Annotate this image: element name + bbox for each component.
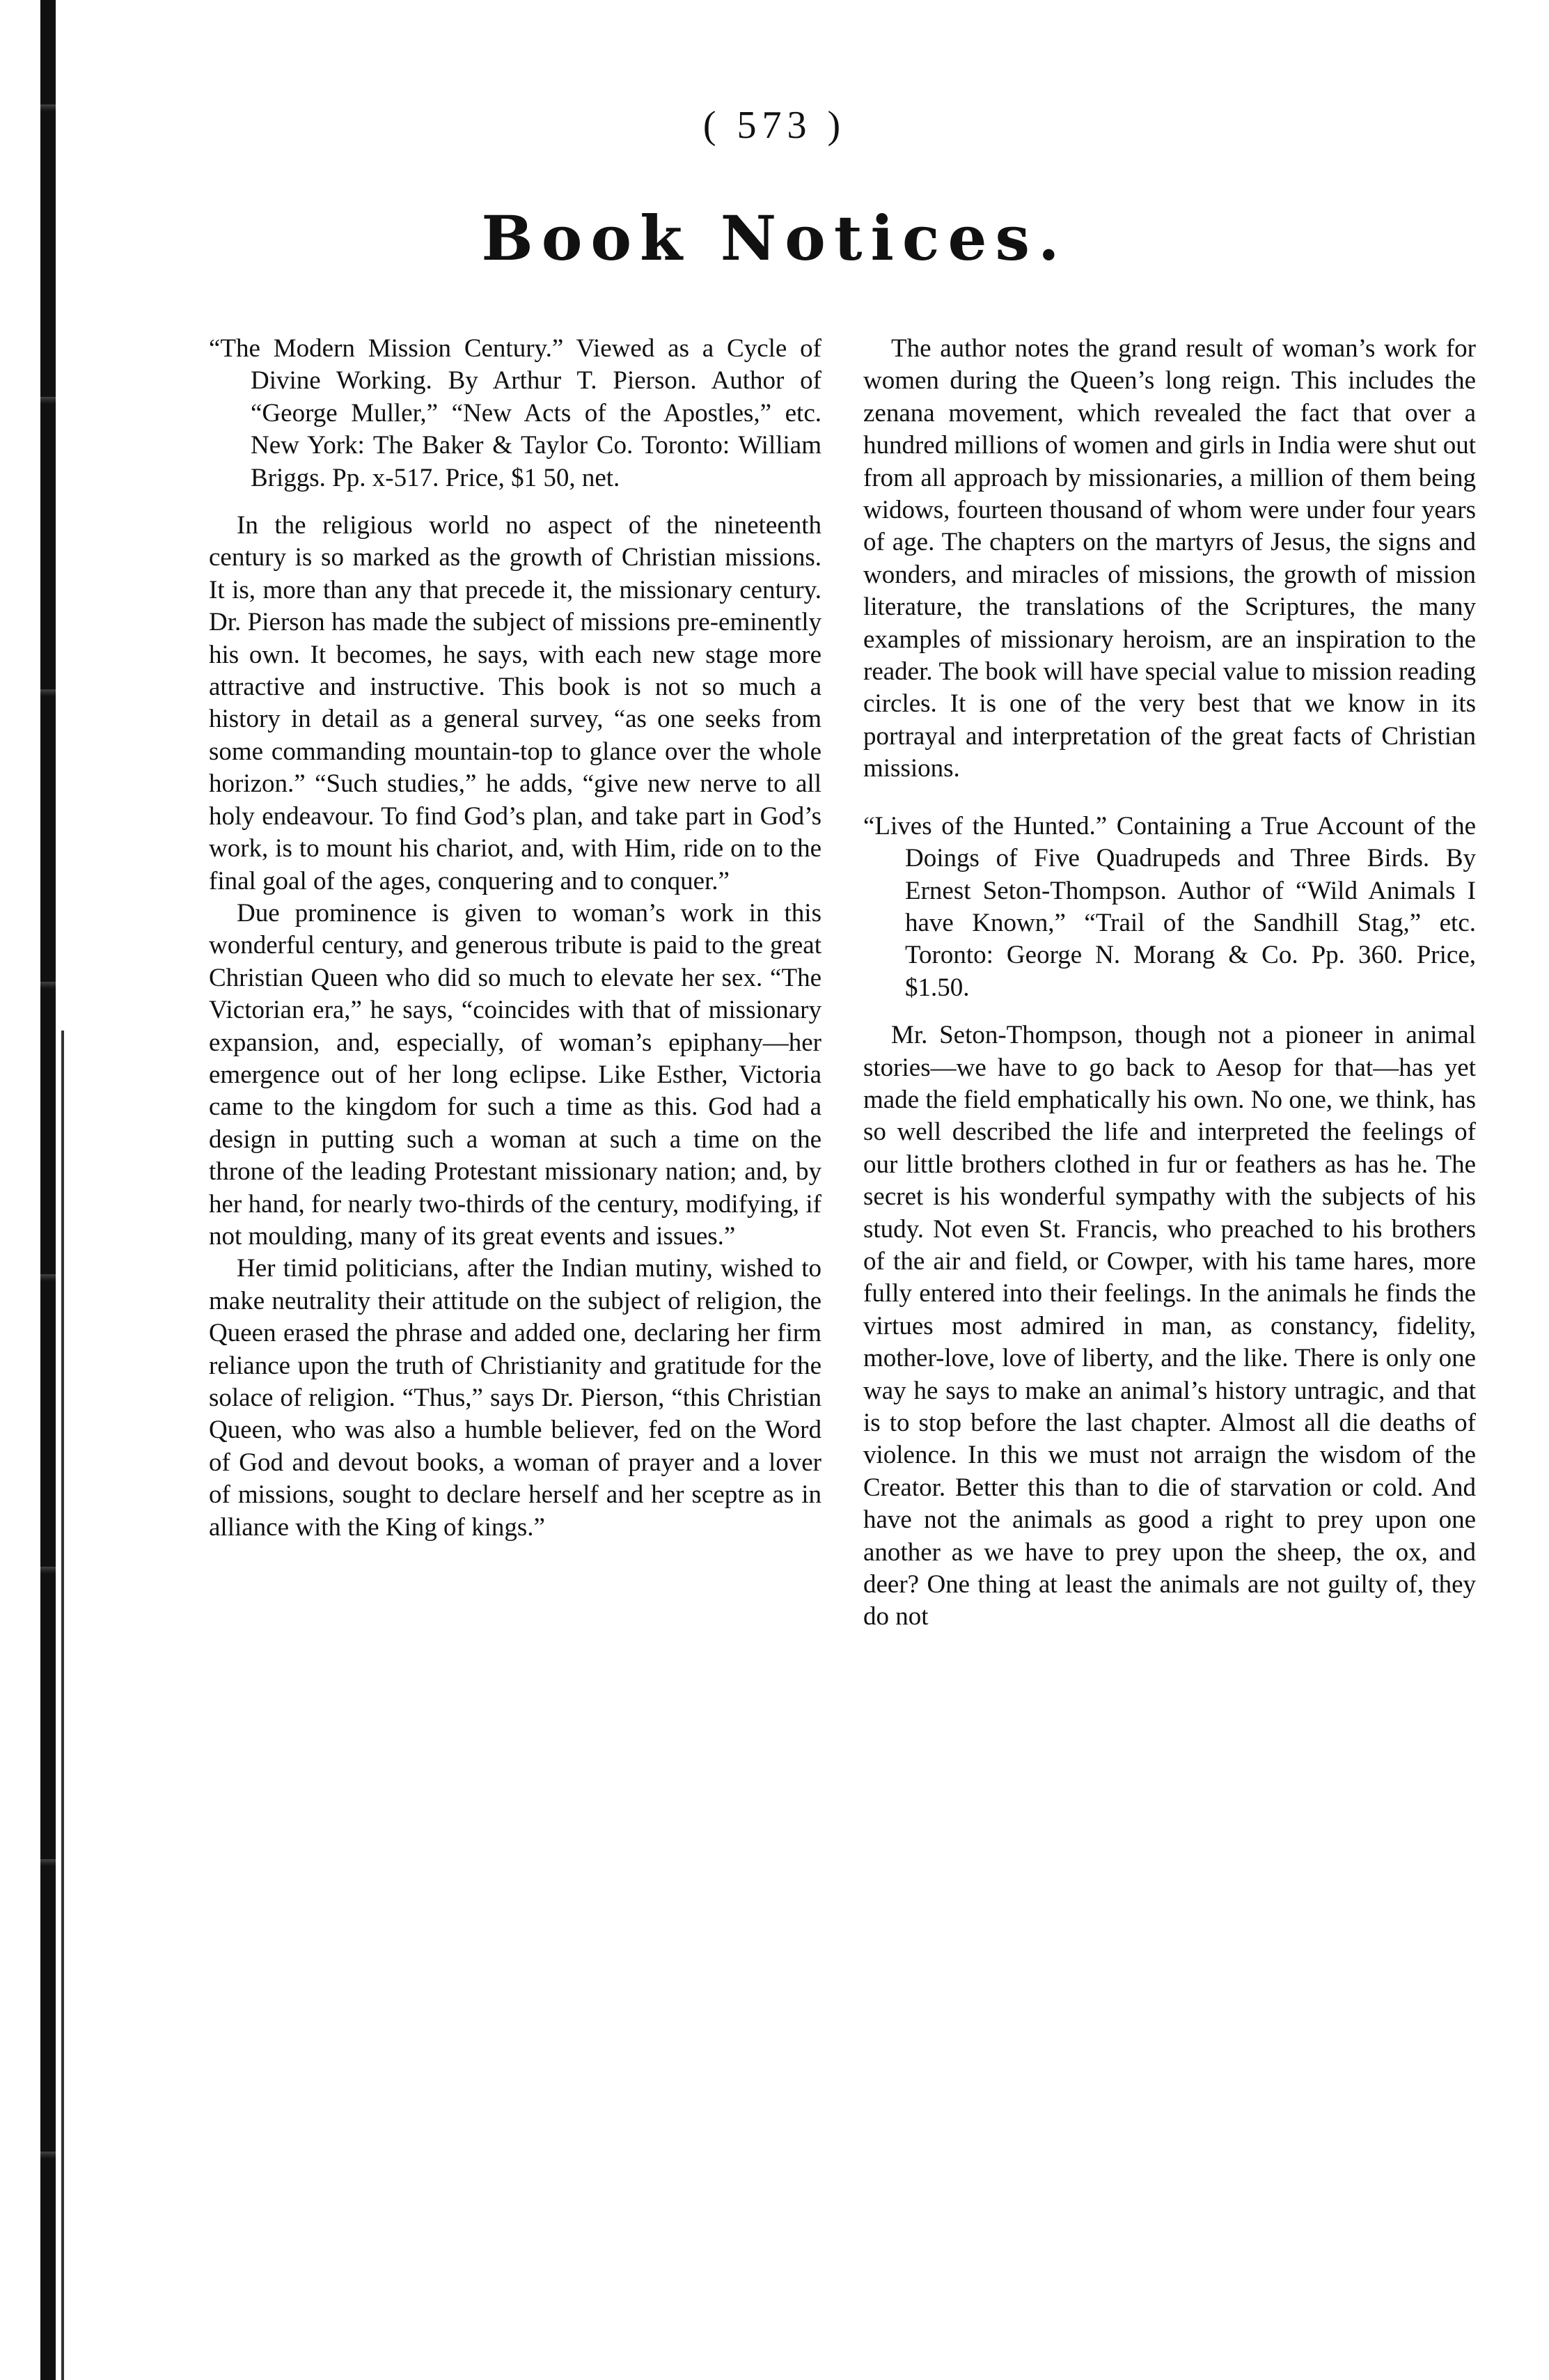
page-edge-rule-thin xyxy=(61,1031,64,2380)
right-column xyxy=(863,333,1476,1634)
notice-paragraph: Her timid politicians, after the Indian mutiny, wished to make neutrality their attitude on the subject of religion, the Queen erased the phrase and added one, declaring her firm reliance upon the truth of Christianity and gratitude for the solace of religion. “Thus,” says Dr. Pierson, “this Christian Queen, who was also a humble believer, fed on the Word of God and devout books, a woman of prayer and a lover of missions, sought to declare herself and her sceptre as in alliance with the King of kings.” xyxy=(209,1254,821,1542)
left-column xyxy=(209,333,821,1544)
notice-heading: “The Modern Mission Century.” Viewed as a Cycle of Divine Working. By Arthur T. Pierson. Author of “George Muller,” “New Acts of the Apostles,” etc. New York: The Baker & Taylor Co. Toronto: William Briggs. Pp. x-517. Price, $1 50, net. xyxy=(209,334,821,492)
notice-paragraph: Due prominence is given to woman’s work in this wonderful century, and generous tribute is paid to the great Christian Queen who did so much to elevate her sex. “The Victorian era,” he says, “coincides with that of missionary expansion, and, especially, of woman’s epiphany—her emergence out of her long eclipse. Like Esther, Victoria came to the kingdom for such a time as this. God had a design in putting such a woman at such a time on the throne of the leading Protestant missionary nation; and, by her hand, for nearly two-thirds of the century, modifying, if not moulding, many of its great events and issues.” xyxy=(209,898,821,1251)
page-title: Book Notices. xyxy=(481,202,1068,274)
notice-heading: “Lives of the Hunted.” Containing a True Account of the Doings of Five Quadrupeds and Three Birds. By Ernest Seton-Thompson. Author of “Wild Animals I have Known,” “Trail of the Sandhill Stag,” etc. Toronto: George N. Morang & Co. Pp. 360. Price, $1.50. xyxy=(863,811,1476,1002)
notice-paragraph: In the religious world no aspect of the nineteenth century is so marked as the growth of Christian missions. It is, more than any that precede it, the missionary century. Dr. Pierson has made the subject of missions pre-eminently his own. It becomes, he says, with each new stage more attractive and instructive. This book is not so much a history in detail as a general survey, “as one seeks from some commanding mountain-top to glance over the whole horizon.” “Such studies,” he adds, “give new nerve to all holy endeavour. To find God’s plan, and take part in God’s work, is to mount his chariot, and, with Him, ride on to the final goal of the ages, conquering and to conquer.” xyxy=(209,511,821,895)
notice-paragraph: The author notes the grand result of woman’s work for women during the Queen’s long reign. This includes the zenana movement, which revealed the fact that over a hundred millions of women and girls in India were shut out from all approach by missionaries, a million of them being widows, fourteen thousand of whom were under four years of age. The chapters on the martyrs of Jesus, the signs and wonders, and miracles of missions, the growth of mission literature, the translations of the Scriptures, the many examples of missionary heroism, are an inspiration to the reader. The book will have special value to mission reading circles. It is one of the very best that we know in its portrayal and interpretation of the great facts of Christian missions. xyxy=(863,334,1476,783)
page-edge-rule xyxy=(40,0,56,2380)
section-gap xyxy=(863,785,1476,811)
notice-paragraph: Mr. Seton-Thompson, though not a pioneer in animal stories—we have to go back to Aesop for that—has yet made the field emphatically his own. No one, we think, has so well described the life and interpreted the feelings of our little brothers clothed in fur or feathers as has he. The secret is his wonderful sympathy with the subjects of his study. Not even St. Francis, who preached to his brothers of the air and field, or Cowper, with his tame hares, more fully entered into their feelings. In the animals he finds the virtues most admired in man, as constancy, fidelity, mother-love, love of liberty, and the like. There is only one way he says to make an animal’s history untragic, and that is to stop before the last chapter. Almost all die deaths of violence. In this we must not arraign the wisdom of the Creator. Better this than to die of starvation or cold. And have not the animals as good a right to prey upon one another as we have to prey upon the sheep, the ox, and deer? One thing at least the animals are not guilty of, they do not xyxy=(863,1021,1476,1631)
page-number: ( 573 ) xyxy=(702,104,847,147)
